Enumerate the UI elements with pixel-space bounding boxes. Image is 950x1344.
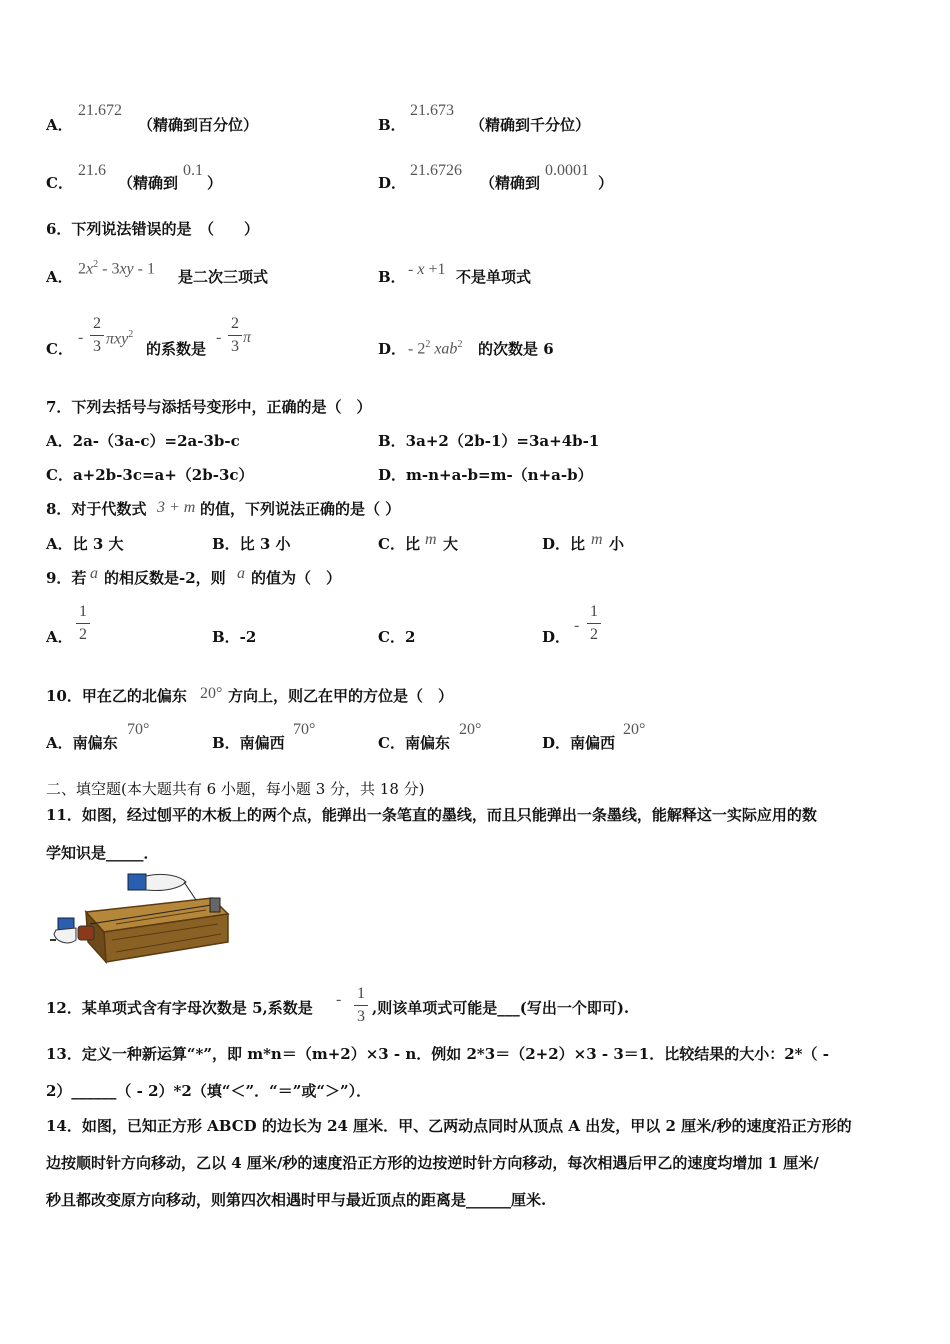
q9-option-a-fraction — [76, 604, 90, 643]
section-2-heading: 二、填空题(本大题共有 6 小题，每小题 3 分，共 18 分) — [46, 780, 425, 798]
q5-option-c-value: 21.6 — [78, 162, 106, 179]
q6-option-c-text: 的系数是 — [146, 340, 207, 358]
q5-option-d-note-post: ） — [598, 174, 614, 192]
q10-option-a-angle: 70° — [127, 721, 150, 738]
q10-option-a: A．南偏东 — [46, 734, 118, 752]
q5-option-a-label: A． — [46, 116, 73, 134]
q8-expr: 3 + m — [157, 499, 196, 516]
q6-option-c-label: C． — [46, 340, 73, 358]
q10-option-c: C．南偏东 — [378, 734, 450, 752]
q5-option-b-label: B． — [378, 116, 406, 134]
q9-option-a-den: 2 — [79, 626, 87, 643]
q9-option-c: C．2 — [378, 628, 416, 646]
wooden-board-illustration — [46, 870, 230, 966]
q6-option-b-text: 不是单项式 — [456, 268, 532, 286]
q9-var-1: a — [90, 565, 98, 582]
q14-line-1: 14．如图，已知正方形 ABCD 的边长为 24 厘米．甲、乙两动点同时从顶点 A 出发，甲以 2 厘米/秒的速度沿正方形的 — [46, 1117, 852, 1135]
q11-line-1: 11．如图，经过刨平的木板上的两个点，能弹出一条笔直的墨线，而且只能弹出一条墨线，能解释这一实际应用的数 — [46, 806, 817, 824]
q8-option-c-post: 大 — [443, 535, 459, 553]
q8-option-d-pre: D．比 — [542, 535, 586, 553]
q6-option-c-coef-pi: π — [243, 329, 252, 346]
q9-option-d-num: 1 — [590, 603, 598, 620]
q13-line-1: 13．定义一种新运算“*”，即 m*n＝（m+2）×3 - n．例如 2*3＝（2+2）×3 - 3＝1．比较结果的大小：2*（ - — [46, 1045, 829, 1063]
q14-line-2: 边按顺时针方向移动，乙以 4 厘米/秒的速度沿正方形的边按逆时针方向移动，每次相遇后甲乙的速度均增加 1 厘米/ — [46, 1154, 819, 1172]
q9-var-2: a — [237, 565, 245, 582]
q5-option-b-note: （精确到千分位） — [470, 116, 591, 134]
q9-option-d-minus: - — [574, 617, 580, 634]
lower-hand — [54, 928, 76, 943]
q10-option-b-angle: 70° — [293, 721, 316, 738]
q5-option-b-value: 21.673 — [410, 102, 454, 119]
q12-pre: 12．某单项式含有字母次数是 5,系数是 — [46, 999, 313, 1017]
q7-option-d: D．m-n+a-b=m-（n+a-b） — [378, 466, 593, 484]
q5-option-c-precision: 0.1 — [183, 162, 203, 179]
q5-option-d-precision: 0.0001 — [545, 162, 589, 179]
q14-line-3: 秒且都改变原方向移动，则第四次相遇时甲与最近顶点的距离是______厘米. — [46, 1191, 547, 1209]
q7-stem: 7．下列去括号与添括号变形中，正确的是（ ） — [46, 398, 372, 416]
q6-option-b-label: B． — [378, 268, 406, 286]
q6-stem: 6．下列说法错误的是 （ ） — [46, 220, 259, 238]
q8-option-d-var: m — [591, 531, 603, 548]
q5-option-c-label: C． — [46, 174, 73, 192]
q6-option-d-expr: - $2^2$ xab$^2$ — [408, 339, 463, 358]
q12-den: 3 — [357, 1008, 365, 1025]
q9-option-d-fraction — [587, 604, 601, 643]
upper-hand — [146, 874, 186, 890]
q12-minus: - — [336, 991, 342, 1008]
q7-option-c: C．a+2b-3c=a+（2b-3c） — [46, 466, 254, 484]
q8-option-b: B．比 3 小 — [212, 535, 291, 553]
q13-line-2: 2）______（ - 2）*2（填“＜”．“＝”或“＞”）． — [46, 1082, 372, 1100]
q10-angle: 20° — [200, 685, 223, 702]
q8-option-a: A．比 3 大 — [46, 535, 124, 553]
q5-option-a-value: 21.672 — [78, 102, 122, 119]
q11-line-2: 学知识是_____． — [46, 844, 159, 862]
q10-option-d-angle: 20° — [623, 721, 646, 738]
q9-option-a-num: 1 — [79, 603, 87, 620]
q9-stem-pre: 9．若 — [46, 569, 87, 587]
q5-option-d-label: D． — [378, 174, 407, 192]
q6-option-d-label: D． — [378, 340, 407, 358]
q6-option-a-text: 是二次三项式 — [178, 268, 269, 286]
nail-clip — [210, 898, 220, 912]
q9-option-b: B．-2 — [212, 628, 257, 646]
q8-stem-pre: 8．对于代数式 — [46, 500, 147, 518]
q10-stem-post: 方向上，则乙在甲的方位是（ ） — [228, 687, 454, 705]
q6-option-c-expr: πxy$^2$ — [106, 329, 134, 348]
q9-option-d-den: 2 — [590, 626, 598, 643]
q5-option-d-note-pre: （精确到 — [480, 174, 541, 192]
q6-option-d-text: 的次数是 6 — [478, 340, 554, 358]
q9-option-a-label: A． — [46, 628, 73, 646]
q8-option-d-post: 小 — [609, 535, 625, 553]
q5-option-c-note-post: ） — [207, 174, 223, 192]
q8-option-c-pre: C．比 — [378, 535, 420, 553]
q12-fraction — [354, 986, 368, 1025]
q9-stem-mid: 的相反数是-2，则 — [104, 569, 226, 587]
q6-option-c-coef-fraction: 2 3 — [228, 316, 242, 355]
upper-sleeve — [128, 874, 146, 890]
q7-option-b: B．3a+2（2b-1）=3a+4b-1 — [378, 432, 600, 450]
q10-option-d: D．南偏西 — [542, 734, 616, 752]
q6-option-a-expr: $2x^2 - 3xy - 1$ — [78, 259, 155, 278]
q8-stem-post: 的值，下列说法正确的是（ ） — [200, 500, 401, 518]
q6-option-a-label: A． — [46, 268, 73, 286]
q5-option-a-note: （精确到百分位） — [138, 116, 259, 134]
q12-num: 1 — [357, 985, 365, 1002]
q10-stem-pre: 10．甲在乙的北偏东 — [46, 687, 187, 705]
q6-option-c-fraction: 2 3 — [90, 316, 104, 355]
ink-pot — [78, 926, 94, 940]
q5-option-c-note-pre: （精确到 — [118, 174, 179, 192]
q8-option-c-var: m — [425, 531, 437, 548]
q9-option-d-label: D． — [542, 628, 571, 646]
q6-option-c-minus: - — [78, 329, 84, 346]
q6-option-c-coef-minus: - — [216, 329, 222, 346]
q9-stem-post: 的值为（ ） — [251, 569, 342, 587]
q12-post: ,则该单项式可能是___(写出一个即可). — [372, 999, 630, 1017]
q10-option-b: B．南偏西 — [212, 734, 285, 752]
q10-option-c-angle: 20° — [459, 721, 482, 738]
q6-option-b-expr: - x +1 — [408, 261, 446, 278]
q7-option-a: A．2a-（3a-c）=2a-3b-c — [46, 432, 240, 450]
q5-option-d-value: 21.6726 — [410, 162, 462, 179]
